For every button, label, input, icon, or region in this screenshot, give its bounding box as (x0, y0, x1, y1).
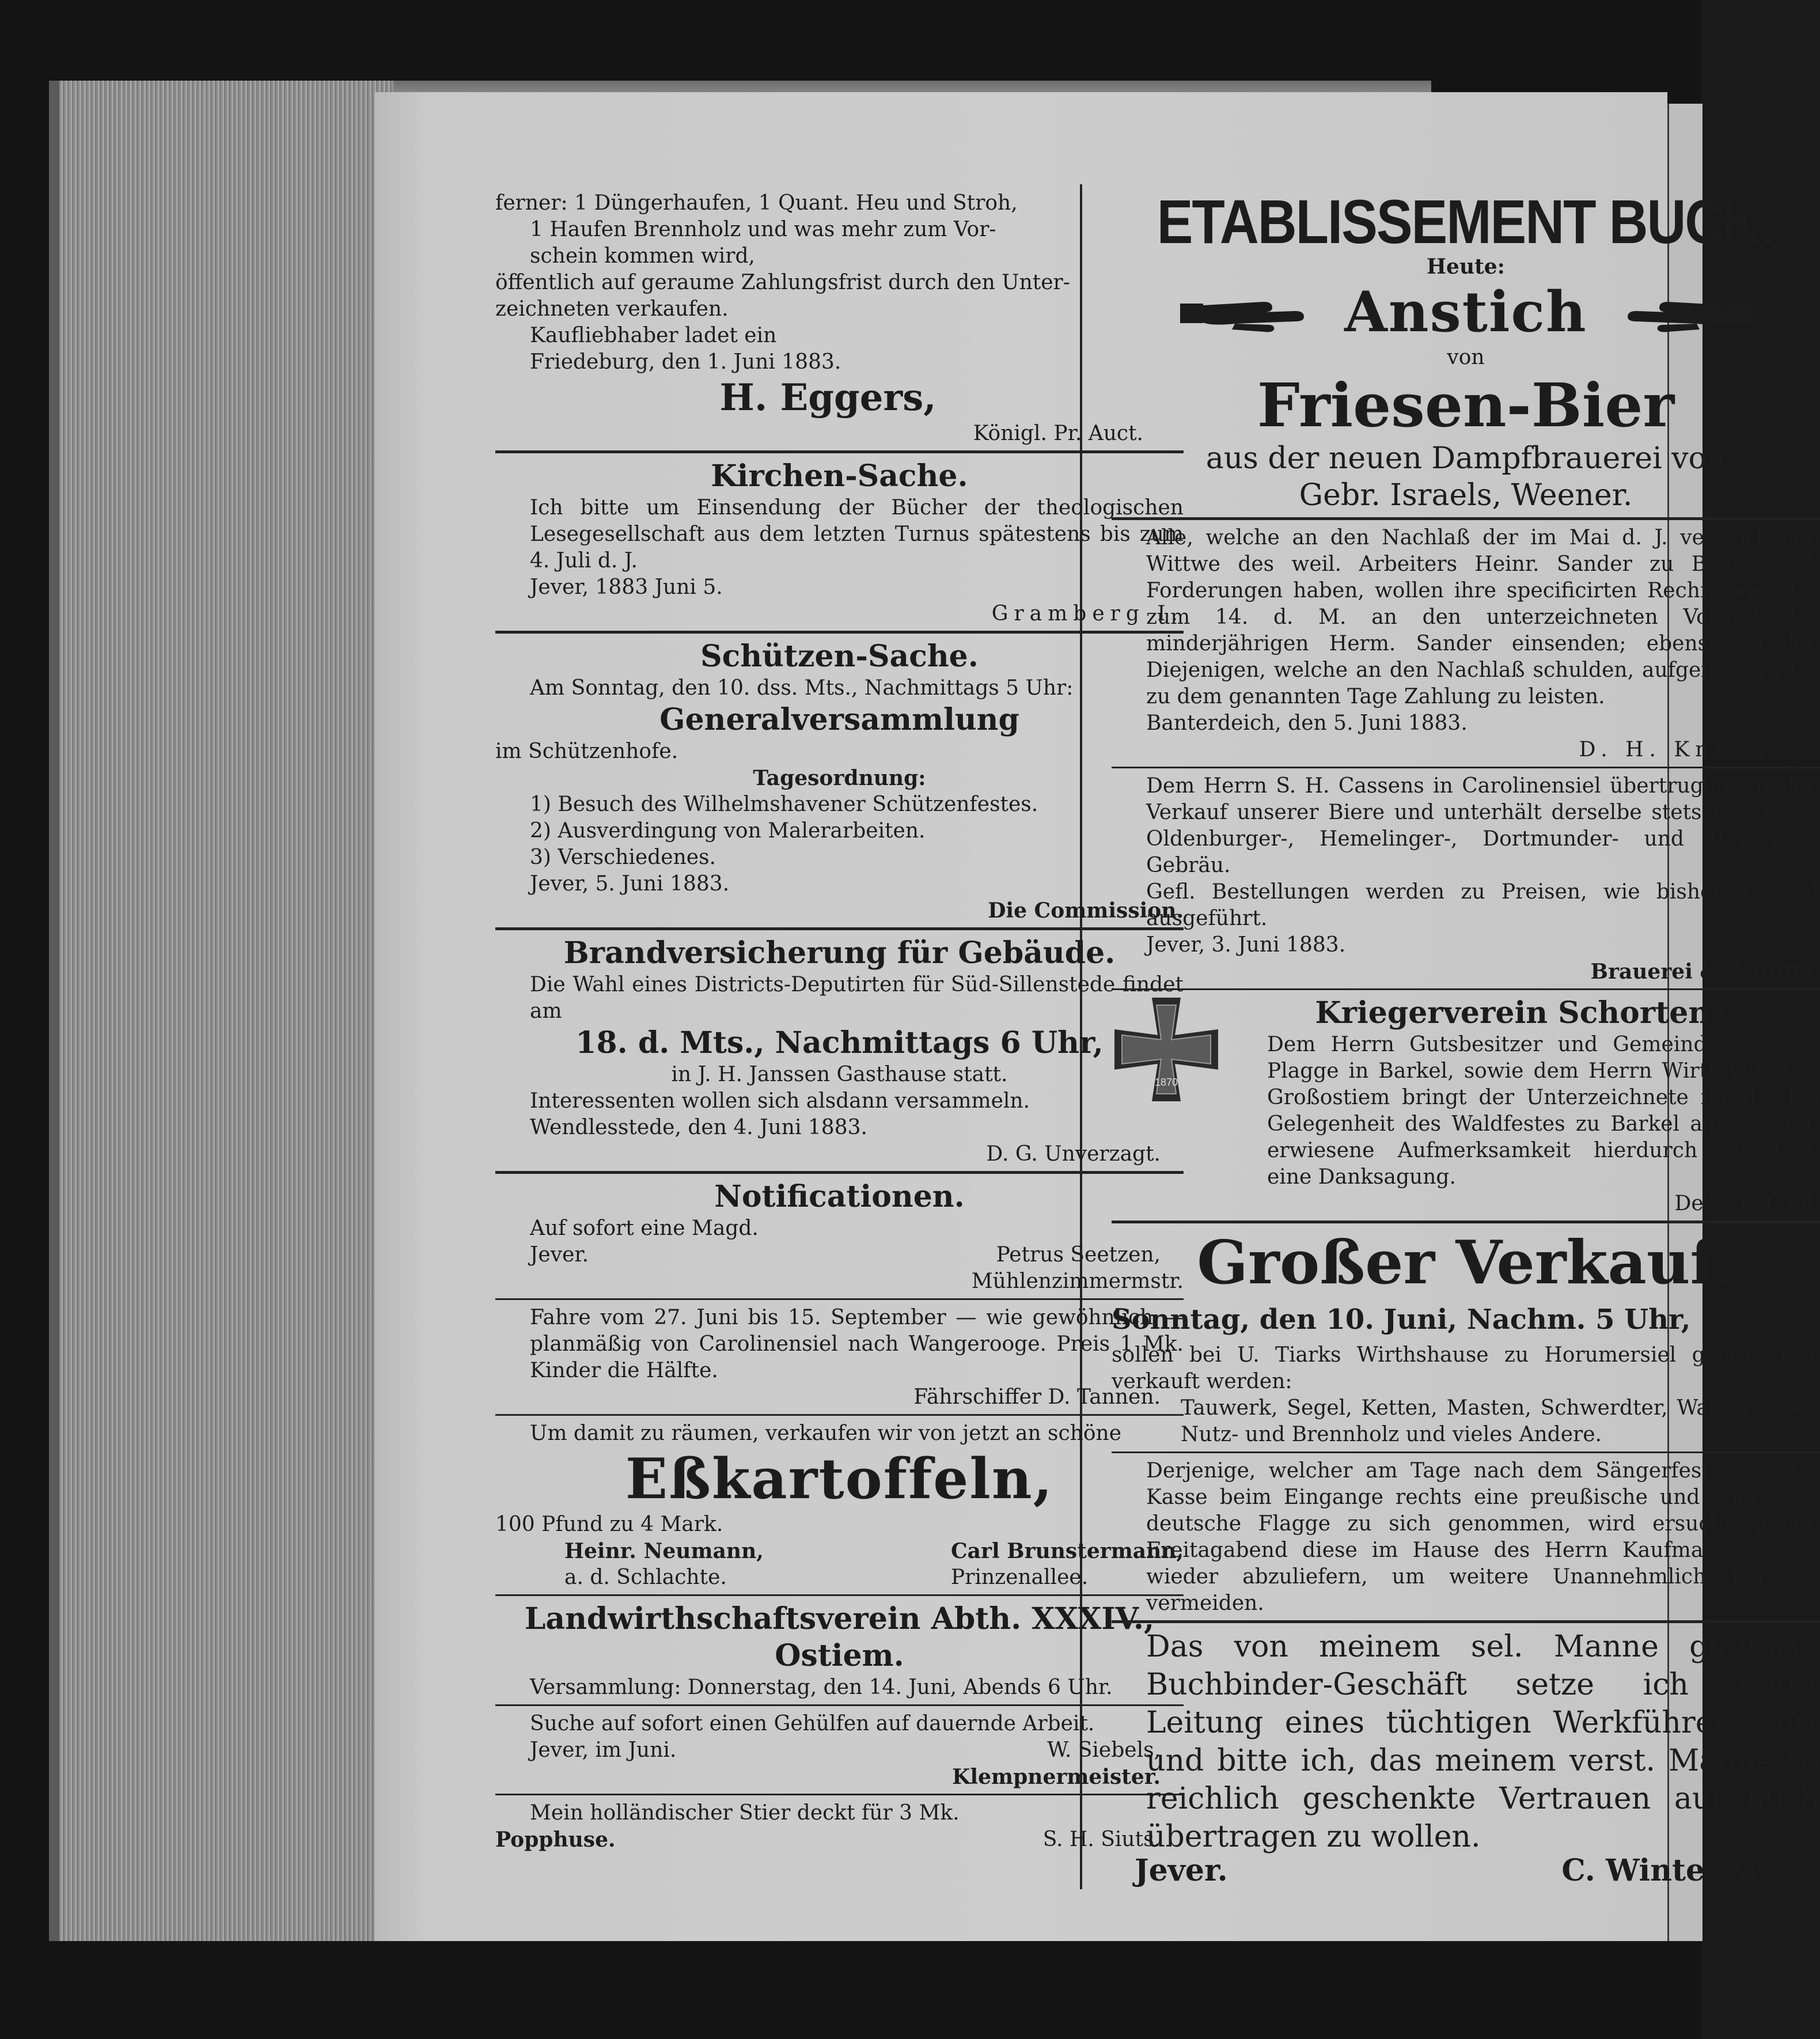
auction-line: zeichneten verkaufen. (495, 297, 729, 321)
kartoffeln-addr2: Prinzenallee. (951, 1566, 1089, 1589)
kartoffeln-heading: Eßkartoffeln, (625, 1446, 1054, 1511)
right-column (1112, 187, 1820, 1888)
schuetzen-intro: Am Sonntag, den 10. dss. Mts., Nachmittags 5 Uhr: (530, 676, 1074, 700)
etab-bier: Friesen-Bier (1257, 370, 1675, 441)
faehre-notice (495, 1305, 1184, 1411)
brand-location: in J. H. Janssen Gasthause statt. (671, 1063, 1008, 1086)
notif-signature: Petrus Seetzen, (996, 1243, 1161, 1267)
nachlass-signature: D. H. Knieling. (1579, 738, 1820, 761)
brand-heading: Brandversicherung für Gebäude. (563, 935, 1116, 971)
gehuelfe-signature-title: Klempnermeister. (952, 1765, 1161, 1789)
auction-line: schein kommen wird, (530, 244, 755, 268)
gehuelfe-place: Jever, im Juni. (530, 1738, 677, 1762)
landwirth-text: Versammlung: Donnerstag, den 14. Juni, Abends 6 Uhr. (530, 1676, 1113, 1699)
etab-anstich: Anstich (1344, 279, 1587, 344)
auction-notice (495, 190, 1184, 447)
bier-verkauf-notice (1112, 773, 1820, 985)
krieger-heading: Kriegerverein Schortens. (1315, 995, 1738, 1030)
brand-notice (495, 935, 1184, 1168)
stier-signature: S. H. Siuts. (1042, 1828, 1161, 1851)
brand-text: Die Wahl eines Districts-Deputirten für Süd-Sillenstede findet am (530, 973, 1184, 1023)
bier-verkauf-text2: Gefl. Bestellungen werden zu Preisen, wie bisher, prompt ausgeführt. (1146, 880, 1820, 930)
auction-line: Friedeburg, den 1. Juni 1883. (530, 350, 841, 374)
divider (1112, 1620, 1820, 1623)
auction-title: Königl. Pr. Auct. (973, 422, 1143, 445)
book-page-edges (49, 81, 393, 1941)
faehre-signature: Fährschiffer D. Tannen. (913, 1385, 1161, 1409)
etab-von: von (1447, 346, 1485, 369)
nachlass-text: Alle, welche an den Nachlaß der im Mai d. J. verstorbenen Wittwe des weil. Arbeiters Heinr. Sander zu Banterdeich Forderungen haben, wollen ihre specificirten Rechnungen bis zum 14. d. M. an den unterzeichneten Vorund des minderjährigen Herm. Sander einsenden; ebenso werden Diejenigen, welche an den Nachlaß schulden, aufgefordert, bis zu dem genannten Tage Zahlung zu leisten. (1146, 526, 1820, 708)
gehuelfe-signature: W. Siebels, (1047, 1738, 1161, 1762)
auction-signature: H. Eggers, (719, 376, 936, 419)
kartoffeln-name1: Heinr. Neumann, (564, 1539, 764, 1563)
kartoffeln-notice (495, 1420, 1184, 1591)
krieger-notice (1112, 995, 1820, 1217)
schuetzen-signature: Die Commission. (988, 899, 1184, 923)
auction-line: ferner: 1 Düngerhaufen, 1 Quant. Heu und Stroh, (495, 191, 1018, 215)
agenda-item: 3) Verschiedenes. (530, 846, 716, 869)
divider (495, 1298, 1184, 1300)
landwirth-subheading: Ostiem. (775, 1638, 904, 1673)
gehuelfe-notice (495, 1711, 1184, 1790)
landwirth-heading: Landwirthschaftsverein Abth. XXXIV., (524, 1601, 1155, 1636)
verkauf-heading: Großer Verkauf. (1197, 1227, 1735, 1298)
auction-line: 1 Haufen Brennholz und was mehr zum Vor- (530, 218, 996, 241)
notif-heading: Notificationen. (714, 1179, 965, 1214)
divider (495, 450, 1184, 453)
brand-signature: D. G. Unverzagt. (986, 1142, 1161, 1166)
flagge-notice (1112, 1458, 1820, 1617)
etab-line2: Gebr. Israels, Weener. (1299, 478, 1633, 513)
brand-place: Wendlesstede, den 4. Juni 1883. (530, 1116, 867, 1139)
landwirth-notice (495, 1601, 1184, 1701)
schuetzen-location: im Schützenhofe. (495, 740, 678, 763)
newspaper-page (374, 92, 1820, 1941)
krieger-text: Dem Herrn Gutsbesitzer und Gemeindevorsteher Plagge in Barkel, sowie dem Herrn Wirth Otten in Großostiem bringt der Unterzeichnete für die bei Gelegenheit des Waldfestes zu Barkel am Sonntag erwiesene Aufmerksamkeit hierdurch öffentlich eine Danksagung. (1267, 1033, 1820, 1189)
kirchen-signature: Gramberg I. (991, 602, 1184, 626)
notif-text: Auf sofort eine Magd. (530, 1216, 759, 1240)
divider (495, 1794, 1184, 1795)
kartoffeln-name2: Carl Brunstermann, (951, 1539, 1184, 1563)
pointing-hand-left-icon (1605, 289, 1754, 335)
divider (495, 927, 1184, 930)
nachlass-notice (1112, 525, 1820, 763)
buchbinder-signature: C. Winter Wwe. (1561, 1853, 1820, 1888)
nachlass-place: Banterdeich, den 5. Juni 1883. (1146, 711, 1468, 735)
kirchen-text: Ich bitte um Einsendung der Bücher der theologischen Lesegesellschaft aus dem letzten Turnus spätestens bis zum 4. Juli d. J. (530, 496, 1184, 573)
divider (1112, 988, 1820, 990)
brand-text2: Interessenten wollen sich alsdann versammeln. (530, 1089, 1030, 1113)
stier-place: Popphuse. (495, 1828, 616, 1852)
faehre-text: Fahre vom 27. Juni bis 15. September — wie gewöhnlich — planmäßig von Carolinensiel nach Wangerooge. Preis 1 Mk. Kinder die Hälfte. (530, 1306, 1184, 1382)
iron-cross-icon (1112, 995, 1221, 1104)
divider (495, 1414, 1184, 1416)
kirchen-heading: Kirchen-Sache. (711, 458, 968, 494)
verkauf-date: Sonntag, den 10. Juni, Nachm. 5 Uhr, (1112, 1303, 1691, 1336)
schuetzen-subheading: Generalversammlung (659, 702, 1019, 737)
notif-signature-title: Mühlenzimmermstr. (971, 1269, 1184, 1293)
gehuelfe-text: Suche auf sofort einen Gehülfen auf dauernde Arbeit. (530, 1712, 1095, 1735)
agenda-item: 2) Ausverdingung von Malerarbeiten. (530, 819, 926, 843)
etab-line1: aus der neuen Dampfbrauerei von (1205, 441, 1726, 476)
divider (495, 1171, 1184, 1174)
buchbinder-text: Das von meinem sel. Manne geführte Buchbinder-Geschäft setze ich unter Leitung eines tüchtigen Werkführers fort und bitte ich, das meinem verst. Manne so reichlich geschenkte Vertrauen auf mich übertragen zu wollen. (1146, 1629, 1820, 1854)
etab-heute: Heute: (1427, 255, 1505, 279)
bier-verkauf-place: Jever, 3. Juni 1883. (1146, 933, 1346, 957)
divider (495, 1704, 1184, 1706)
divider (1112, 1451, 1820, 1453)
schuetzen-heading: Schützen-Sache. (700, 639, 979, 674)
etab-heading: ETABLISSEMENT BUCK. (1157, 187, 1775, 256)
auction-line: Kaufliebhaber ladet ein (530, 324, 777, 347)
flagge-text: Derjenige, welcher am Tage nach dem Sängerfeste aus der Kasse beim Eingange rechts eine preußische und eine neue deutsche Flagge zu sich genommen, wird ersucht, gegen Freitagabend diese im Hause des Herrn Kaufmann Focken wieder abzuliefern, um weitere Unannehmlichkeiten zu vermeiden. (1146, 1459, 1820, 1615)
bier-verkauf-signature: Brauerei & Schultz. (1590, 960, 1820, 984)
kartoffeln-intro: Um damit zu räumen, verkaufen wir von jetzt an schöne (530, 1422, 1122, 1445)
divider (495, 1594, 1184, 1596)
buchbinder-notice (1112, 1628, 1820, 1886)
bier-verkauf-text: Dem Herrn S. H. Cassens in Carolinensiel übertrugen wir den Verkauf unserer Biere und unterhält derselbe stets Lager von Oldenburger-, Hemelinger-, Dortmunder- und Bayerisch-Gebräu. (1146, 774, 1820, 877)
divider (1112, 1221, 1820, 1223)
stier-notice (495, 1800, 1184, 1853)
auction-line: öffentlich auf geraume Zahlungsfrist durch den Unter- (495, 271, 1070, 294)
stier-text: Mein holländischer Stier deckt für 3 Mk. (530, 1801, 960, 1825)
cross-year: 1870 (1154, 1077, 1178, 1088)
agenda-title: Tagesordnung: (753, 766, 926, 790)
buchbinder-place: Jever. (1135, 1853, 1228, 1888)
divider (1112, 767, 1820, 768)
verkauf-text: sollen bei U. Tiarks Wirthshause zu Horumersiel gegen baar verkauft werden: (1112, 1343, 1820, 1393)
divider (1112, 517, 1820, 520)
verkauf-items: Tauwerk, Segel, Ketten, Masten, Schwerdter, Wasserfässer, Nutz- und Brennholz und vieles Andere. (1181, 1396, 1820, 1446)
kirchen-place: Jever, 1883 Juni 5. (530, 575, 723, 599)
kirchen-notice (495, 458, 1184, 627)
notif-notice (495, 1178, 1184, 1295)
schuetzen-place: Jever, 5. Juni 1883. (530, 872, 730, 896)
pointing-hand-right-icon (1177, 289, 1327, 335)
krieger-signature: Der Vorstand. (1674, 1192, 1820, 1215)
divider (495, 631, 1184, 634)
notif-place: Jever. (530, 1243, 589, 1267)
kartoffeln-price: 100 Pfund zu 4 Mark. (495, 1513, 723, 1536)
kartoffeln-addr1: a. d. Schlachte. (564, 1566, 727, 1589)
agenda-item: 1) Besuch des Wilhelmshavener Schützenfestes. (530, 793, 1038, 816)
verkauf-notice (1112, 1228, 1820, 1448)
brand-date: 18. d. Mts., Nachmittags 6 Uhr, (575, 1025, 1104, 1060)
etab-notice (1112, 187, 1820, 514)
left-column (495, 190, 1184, 1855)
schuetzen-notice (495, 638, 1184, 924)
